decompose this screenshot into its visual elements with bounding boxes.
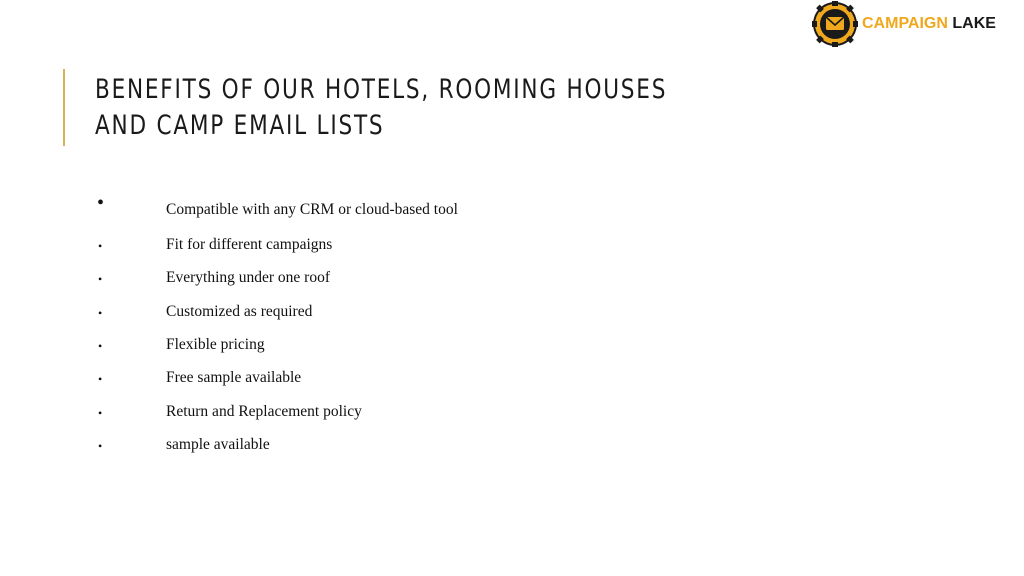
envelope-gear-icon <box>812 1 858 47</box>
list-item-text: Fit for different campaigns <box>166 236 333 253</box>
brand-name-word-2: LAKE <box>947 15 996 32</box>
list-item-text: Flexible pricing <box>166 336 265 353</box>
bullet-icon: • <box>98 339 103 353</box>
list-item-text: sample available <box>166 436 270 453</box>
list-item <box>0 435 600 457</box>
list-item-text: Return and Replacement policy <box>166 403 362 420</box>
list-item-text: Everything under one roof <box>166 269 330 286</box>
list-item <box>0 268 600 290</box>
brand-logo <box>812 1 996 47</box>
brand-name <box>862 15 996 33</box>
list-item <box>0 192 600 222</box>
list-item <box>0 335 600 357</box>
bullet-icon: • <box>98 306 103 320</box>
bullet-icon: • <box>98 239 103 253</box>
list-item <box>0 235 600 257</box>
bullet-icon: • <box>98 406 103 420</box>
list-item <box>0 302 600 324</box>
brand-name-word-1: CAMPAIGN <box>862 15 948 32</box>
bullet-icon: • <box>98 372 103 386</box>
list-item-text: Compatible with any CRM or cloud-based tool <box>166 201 458 218</box>
slide-title: BENEFITS OF OUR HOTELS, ROOMING HOUSES AND CAMP EMAIL LISTS <box>95 74 668 141</box>
list-item <box>0 402 600 424</box>
list-item <box>0 368 600 390</box>
list-item-text: Free sample available <box>166 369 302 386</box>
title-accent-bar <box>63 69 65 146</box>
bullet-icon: • <box>98 272 103 286</box>
bullet-icon: • <box>98 439 103 453</box>
list-item-text: Customized as required <box>166 303 313 320</box>
bullet-icon: • <box>97 192 105 214</box>
